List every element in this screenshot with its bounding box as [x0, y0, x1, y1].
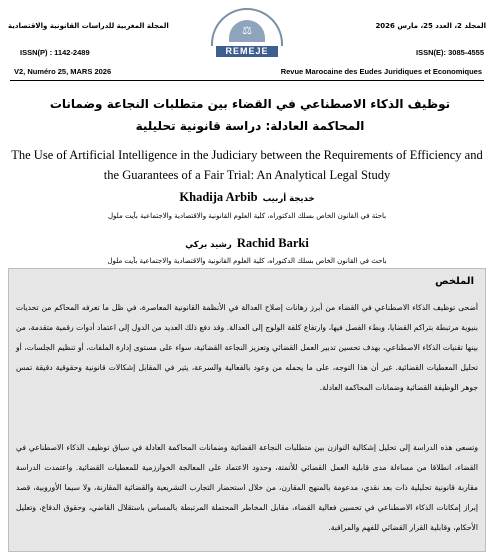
abstract-paragraph-2: وتسعى هذه الدراسة إلى تحليل إشكالية التوازن بين متطلبات النجاعة القضائية وضمانات المحاكمة العادلة في سياق توظيف الذكاء الاصطناعي في القضاء، انطلاقا من مساءلة مدى قابلية العمل القضائي للأتمتة، وحدود الاعتماد على المعالجة الخوارزمية للمعطيات القضائية. واعتمدت الدراسة مقاربة قانونية تحليلية ذات بعد نقدي، مدعومة بالمنهج المقارن، من خلال استحضار التجارب التشريعية والقضائية المقارنة، ولا سيما الأوروبية، قصد إبراز إمكانات الذكاء الاصطناعي في تحسين فعالية القضاء، مقابل المخاطر المحتملة المرتبطة بالمساس باستقلال القاضي، وحقوق الدفاع، وتعليل الأحكام، وقابلية القرار القضائي للفهم والمراقبة.	[16, 443, 478, 532]
abstract-heading: الملخص	[435, 276, 474, 287]
journal-name-ar: المجلة المغربية للدراسات القانونية والاقتصادية	[8, 22, 169, 30]
abstract-paragraph-1: أضحى توظيف الذكاء الاصطناعي في القضاء من أبرز رهانات إصلاح العدالة في الأنظمة القانونية المعاصرة، في ظل ما تعرفه المحاكم من تحديات بنيوية مرتبطة بتراكم القضايا، وبطء الفصل فيها، وارتفاع كلفة الولوج إلى العدالة. وقد دفع ذلك العديد من الدول إلى اعتماد أدوات رقمية متقدمة، من بينها تقنيات الذكاء الاصطناعي، بهدف تحسين تدبير العمل القضائي وتعزيز النجاعة القضائية، سواء على مستوى إدارة الملفات، أو تنظيم الجلسات، أو تحليل المعطيات القضائية. غير أن هذا التوجه، على ما يحمله من وعود بالفعالية والسرعة، يثير في المقابل إشكالات قانونية وحقوقية دقيقة تمس جوهر الوظيفة القضائية وضمانات المحاكمة العادلة.	[16, 303, 478, 392]
author-1-name-ar: خديجة أربيب	[262, 194, 315, 204]
author-2-affiliation: باحث في القانون الخاص بسلك الدكتوراه، كلية العلوم القانونية والاقتصادية والاجتماعية بآيت ملول	[107, 257, 387, 265]
author-2	[10, 232, 484, 251]
logo-text: REMEJE	[216, 46, 278, 57]
issn-print: ISSN(P) : 1142-2489	[20, 48, 90, 57]
author-1-name-en: Khadija Arbib	[179, 190, 258, 204]
issn-electronic: ISSN(E): 3085-4555	[416, 48, 484, 57]
header-divider	[10, 80, 484, 81]
volume-issue-fr: V2, Numéro 25, MARS 2026	[14, 67, 112, 76]
article-title-ar: توظيف الذكاء الاصطناعي في القضاء بين متطلبات النجاعة وضمانات المحاكمة العادلة: دراسة قانونية تحليلية	[49, 97, 451, 133]
author-1	[10, 186, 484, 205]
article-title-en: The Use of Artificial Intelligence in the Judiciary between the Requirements of Efficiency and the Guarantees of a Fair Trial: An Analytical Legal Study	[11, 148, 483, 182]
journal-logo	[203, 8, 291, 62]
author-1-affiliation: باحثة في القانون الخاص بسلك الدكتوراه، كلية العلوم القانونية والاقتصادية والاجتماعية بآيت ملول	[107, 212, 387, 220]
issue-info-ar: المجلد 2، العدد 25، مارس 2026	[375, 22, 486, 30]
author-2-name-en: Rachid Barki	[236, 236, 309, 250]
author-2-name-ar: رشيد بركي	[185, 240, 232, 250]
scales-of-justice-icon: ⚖	[242, 24, 252, 37]
journal-name-fr: Revue Marocaine des Eudes Juridiques et Economiques	[280, 67, 482, 76]
